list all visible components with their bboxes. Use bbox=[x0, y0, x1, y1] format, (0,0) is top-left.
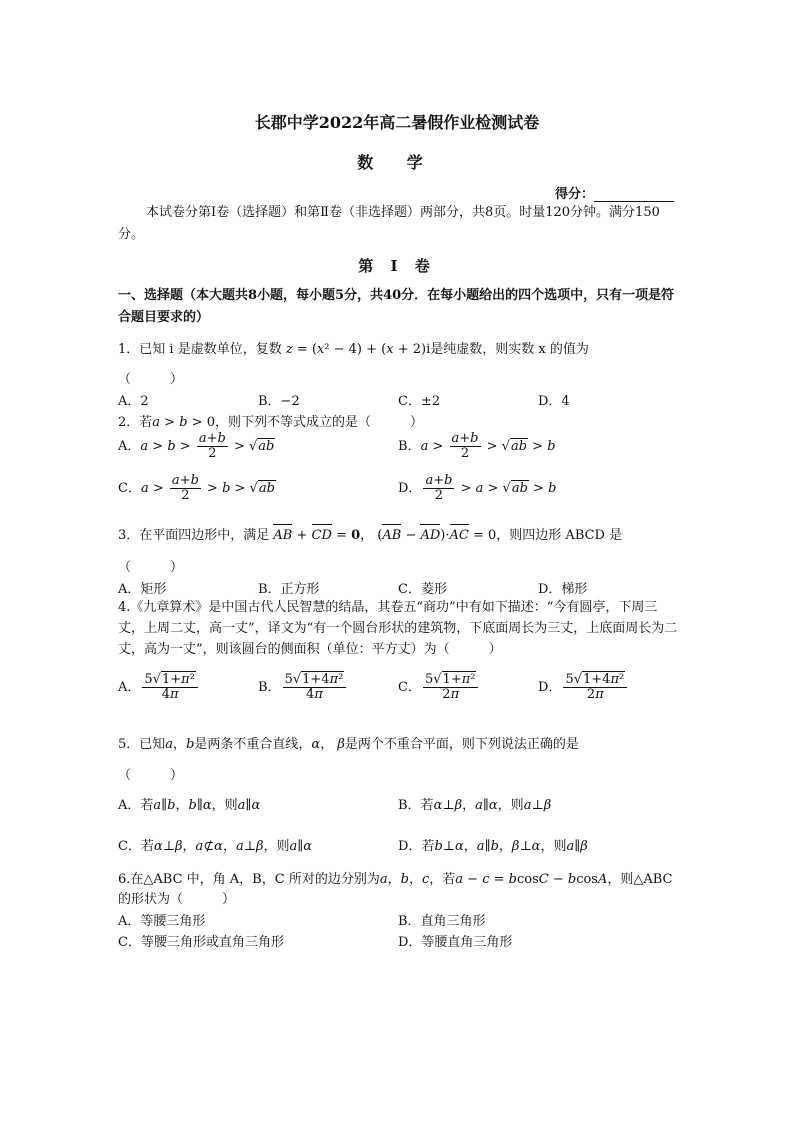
q1-option-c: C．±2 bbox=[398, 394, 441, 409]
q6-text-d: 的形状为（ ） bbox=[118, 892, 236, 907]
q2-option-c: C．a > $\frac{a+b}{2}$ > b > √ab bbox=[118, 473, 275, 503]
q2-option-a: A．a > b > $\frac{a+b}{2}$ > √ab bbox=[118, 431, 275, 461]
q3-option-d: D．梯形 bbox=[538, 582, 588, 597]
q3-option-c: C．菱形 bbox=[398, 582, 447, 597]
exam-title: 长郡中学2022年高二暑假作业检测试卷 bbox=[254, 113, 540, 132]
question-3: 3．在平面四边形中，满足 AB + CD = 0， (AB − AD)·AC = 0，则四边形 ABCD 是 bbox=[118, 528, 623, 543]
q3-text-a: 3．在平面四边形中，满足 bbox=[118, 528, 270, 543]
q2-option-d: D． $\frac{a+b}{2}$ > a > √ab > b bbox=[398, 473, 557, 503]
q5-text-c: 是两个不重合平面，则下列说法正确的是 bbox=[344, 737, 579, 752]
q5-option-a: A．若a∥b，b∥α，则a∥α bbox=[118, 798, 261, 813]
q1-paren: （ ） bbox=[118, 372, 184, 387]
q5-option-d: D．若b⊥α，a∥b，β⊥α，则a∥β bbox=[398, 839, 588, 854]
q1-option-a: A．2 bbox=[118, 394, 149, 409]
question-4: 4.《九章算术》是中国古代人民智慧的结晶，其卷五“商功”中有如下描述：“今有圆亭，下周三丈，上周二丈，高一丈”，译文为“有一个圆台形状的建筑物，下底面周长为三丈，上底面周长为二丈，高为一丈”，则该圆台的侧面积（单位：平方丈）为（ ） bbox=[118, 600, 678, 657]
q5-option-b: B．若α⊥β，a∥α，则a⊥β bbox=[398, 798, 552, 813]
q5-text-a: 5．已知 bbox=[118, 737, 166, 752]
q2-option-b: B．a > $\frac{a+b}{2}$ > √ab > b bbox=[398, 431, 556, 461]
q6-option-c: C．等腰三角形或直角三角形 bbox=[118, 935, 284, 950]
q4-label-c: C． bbox=[398, 680, 421, 695]
q4-option-d: D． $\frac{\text{5√1+4π²}}{2\pi}$ bbox=[538, 673, 629, 702]
volume-heading: 第 Ⅰ 卷 bbox=[358, 257, 436, 275]
q2-text-b: ，则下列不等式成立的是（ ） bbox=[214, 415, 423, 430]
q4-option-b: B． $\frac{\text{5√1+4π²}}{4\pi}$ bbox=[258, 673, 348, 702]
q1-formula: z bbox=[285, 342, 293, 357]
q3-option-a: A．矩形 bbox=[118, 582, 167, 597]
q3-option-b: B．正方形 bbox=[258, 582, 320, 597]
q1-text-b: 是纯虚数，则实数 x 的值为 bbox=[430, 342, 589, 357]
q6-text-a: 6.在△ABC 中，角 A，B，C 所对的边分别为 bbox=[118, 872, 380, 887]
q5-paren: （ ） bbox=[118, 768, 184, 783]
q6-option-a: A．等腰三角形 bbox=[118, 914, 206, 929]
q5-label-a: A．若 bbox=[118, 798, 154, 813]
exam-intro: 本试卷分第Ⅰ卷（选择题）和第Ⅱ卷（非选择题）两部分，共8页。时量120分钟。满分150分。 bbox=[118, 205, 660, 242]
q5-option-c: C．若α⊥β，a⊄α，a⊥β，则a∥α bbox=[118, 839, 313, 854]
q4-option-a: A． $\frac{\text{5√1+π²}}{4\pi}$ bbox=[118, 673, 200, 702]
q4-label-b: B． bbox=[258, 680, 281, 695]
q6-option-b: B．直角三角形 bbox=[398, 914, 486, 929]
q5-text-b: 是两条不重合直线， bbox=[194, 737, 312, 752]
q3-text-b: ，则四边形 ABCD 是 bbox=[496, 528, 623, 543]
q1-option-d: D．4 bbox=[538, 394, 570, 409]
score-label: 得分： bbox=[555, 187, 595, 202]
q3-paren: （ ） bbox=[118, 560, 184, 575]
q4-label-d: D． bbox=[538, 680, 562, 695]
q5-label-c: C．若 bbox=[118, 839, 154, 854]
question-2: 2．若a > b > 0，则下列不等式成立的是（ ） bbox=[118, 415, 423, 430]
q5-label-b: B．若 bbox=[398, 798, 434, 813]
q4-label-a: A． bbox=[118, 680, 141, 695]
q6-text-b: ，若 bbox=[429, 872, 456, 887]
q6-option-d: D．等腰直角三角形 bbox=[398, 935, 513, 950]
question-6: 6.在△ABC 中，角 A，B，C 所对的边分别为a，b，c，若a − c = bcosC − bcosA，则△ABC bbox=[118, 872, 673, 887]
q2-text-a: 2．若 bbox=[118, 415, 153, 430]
score-field bbox=[555, 183, 674, 202]
question-5: 5．已知a，b是两条不重合直线，α， β是两个不重合平面，则下列说法正确的是 bbox=[118, 737, 579, 752]
q5-label-d: D．若 bbox=[398, 839, 435, 854]
q4-option-c: C． $\frac{\text{5√1+π²}}{2\pi}$ bbox=[398, 673, 480, 702]
section-heading: 一、选择题（本大题共8小题，每小题5分，共40分．在每小题给出的四个选项中，只有一项是符合题目要求的） bbox=[118, 288, 675, 325]
score-blank bbox=[594, 189, 674, 202]
q6-text-c: ，则△ABC bbox=[607, 872, 673, 887]
subject-title: 数 学 bbox=[357, 153, 437, 172]
question-1: 1．已知 i 是虚数单位，复数 z = (x² − 4) + (x + 2)i是纯虚数，则实数 x 的值为 bbox=[118, 342, 589, 357]
q1-option-b: B．−2 bbox=[258, 394, 300, 409]
q1-text-a: 1．已知 i 是虚数单位，复数 bbox=[118, 342, 282, 357]
